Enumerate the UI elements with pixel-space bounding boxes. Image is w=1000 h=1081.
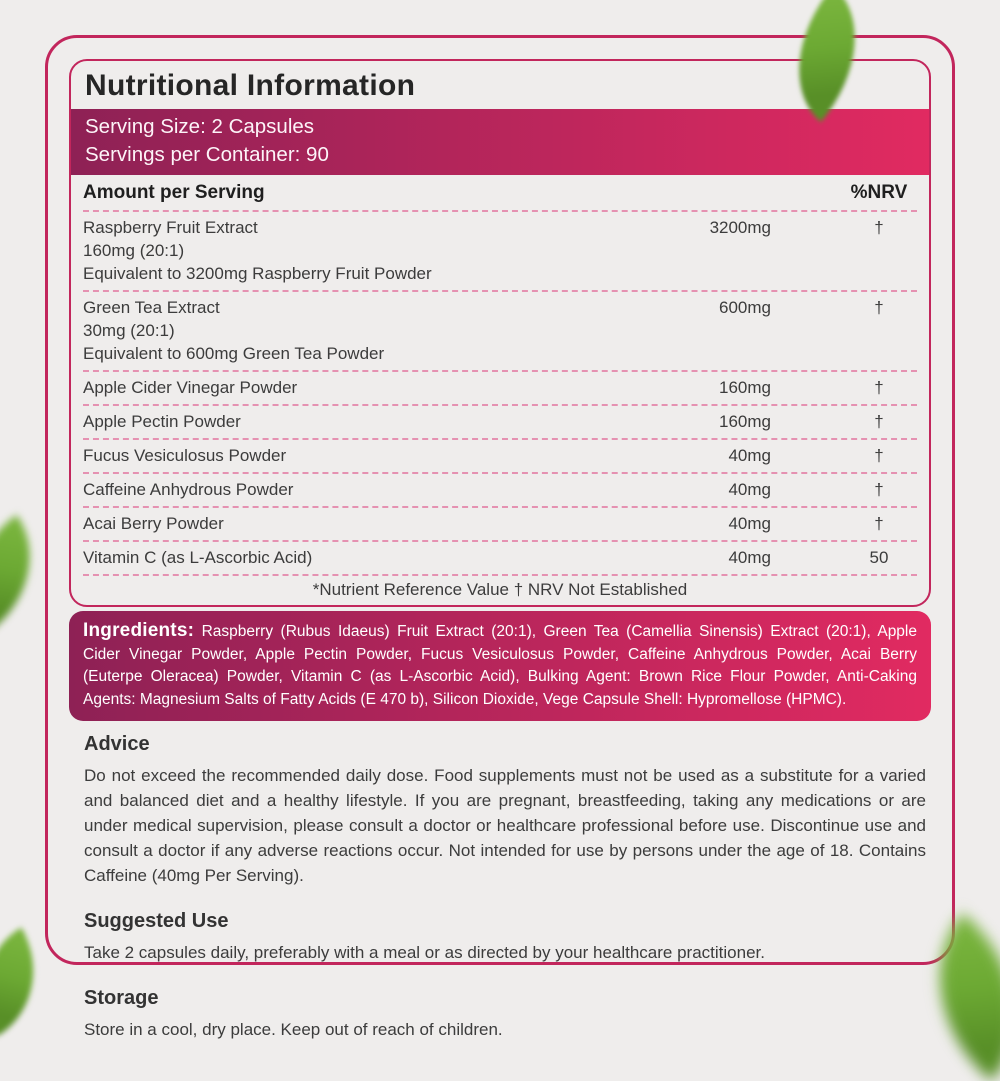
nutrient-name-cell xyxy=(83,546,661,569)
suggested-use-section xyxy=(84,910,926,965)
servings-per-container: Servings per Container: 90 xyxy=(85,143,329,166)
nutrient-name: Fucus Vesiculosus Powder xyxy=(83,446,287,465)
nutrient-nrv: † xyxy=(874,378,884,397)
advice-text: Do not exceed the recommended daily dose. Food supplements must not be used as a substitute for a varied and balanced diet and a healthy lifestyle. If you are pregnant, breastfeeding, taking any medications or are under medical supervision, please consult a doctor or healthcare professional before use. Discontinue use and consult a doctor if any adverse reactions occur. Not intended for use by persons under the age of 18. Contains Caffeine (40mg Per Serving). xyxy=(84,766,926,886)
nutrient-table xyxy=(71,175,929,605)
nutrient-amount: 160mg xyxy=(719,412,771,431)
info-sections xyxy=(48,721,952,1042)
nrv-footnote: *Nutrient Reference Value † NRV Not Established xyxy=(312,580,688,599)
table-row xyxy=(83,440,917,474)
nutrient-amount: 40mg xyxy=(728,548,771,567)
nutrient-name-cell xyxy=(83,410,661,433)
nutrient-nrv: † xyxy=(874,480,884,499)
ingredients-label: Ingredients: xyxy=(83,620,195,641)
table-row xyxy=(83,508,917,542)
nutrient-nrv: † xyxy=(874,446,884,465)
nutrient-name: Green Tea Extract xyxy=(83,298,220,317)
storage-section xyxy=(84,987,926,1042)
nutrient-nrv: † xyxy=(874,412,884,431)
nutrient-name: Vitamin C (as L-Ascorbic Acid) xyxy=(83,548,313,567)
nutrient-name-cell xyxy=(83,216,661,285)
nutrient-amount: 40mg xyxy=(728,514,771,533)
nutrient-detail-line: Equivalent to 3200mg Raspberry Fruit Powder xyxy=(83,264,432,283)
nutrient-nrv: † xyxy=(874,514,884,533)
storage-text: Store in a cool, dry place. Keep out of reach of children. xyxy=(84,1020,503,1040)
nutrient-details xyxy=(83,319,661,365)
nutrient-detail-line: 30mg (20:1) xyxy=(83,321,175,340)
table-row xyxy=(83,372,917,406)
table-row xyxy=(83,406,917,440)
nutrient-name: Apple Pectin Powder xyxy=(83,412,241,431)
nutrient-name-cell xyxy=(83,444,661,467)
nutrient-name: Caffeine Anhydrous Powder xyxy=(83,480,294,499)
page-title: Nutritional Information xyxy=(85,69,416,102)
nutrient-detail-line: Equivalent to 600mg Green Tea Powder xyxy=(83,344,385,363)
table-rows xyxy=(83,212,917,576)
advice-heading: Advice xyxy=(84,733,150,756)
suggested-use-heading: Suggested Use xyxy=(84,910,229,933)
amount-per-serving-header: Amount per Serving xyxy=(83,182,265,203)
nutrient-amount: 160mg xyxy=(719,378,771,397)
ingredients-block xyxy=(69,611,931,721)
nutrient-name: Apple Cider Vinegar Powder xyxy=(83,378,298,397)
nutrient-amount: 600mg xyxy=(719,298,771,317)
serving-size: Serving Size: 2 Capsules xyxy=(85,115,315,138)
nutrient-name-cell xyxy=(83,478,661,501)
nutrient-name: Acai Berry Powder xyxy=(83,514,224,533)
nrv-header: %NRV xyxy=(850,182,908,203)
nutrient-detail-line: 160mg (20:1) xyxy=(83,241,185,260)
nutrient-amount: 40mg xyxy=(728,480,771,499)
nutrient-nrv: 50 xyxy=(869,548,889,567)
nutrient-name-cell xyxy=(83,512,661,535)
nutrient-amount: 40mg xyxy=(728,446,771,465)
nutrition-panel xyxy=(69,59,931,607)
storage-heading: Storage xyxy=(84,987,159,1010)
suggested-use-text: Take 2 capsules daily, preferably with a meal or as directed by your healthcare practitioner. xyxy=(84,943,765,963)
label-card xyxy=(45,35,955,1040)
nutrient-nrv: † xyxy=(874,298,884,317)
table-row xyxy=(83,292,917,372)
table-row xyxy=(83,474,917,508)
nutrient-details xyxy=(83,239,661,285)
ingredients-text: Raspberry (Rubus Idaeus) Fruit Extract (20:1), Green Tea (Camellia Sinensis) Extract (20:1), Apple Cider Vinegar Powder, Apple Pectin Powder, Fucus Vesiculosus Powder, Caffeine Anhydrous Powder, Acai Berry (Euterpe Oleracea) Powder, Vitamin C (as L-Ascorbic Acid), Bulking Agent: Brown Rice Flour Powder, Anti-Caking Agents: Magnesium Salts of Fatty Acids (E 470 b), Silicon Dioxide, Vege Capsule Shell: Hypromellose (HPMC). xyxy=(83,623,917,708)
advice-section xyxy=(84,733,926,888)
nutrient-name-cell xyxy=(83,296,661,365)
serving-info-bar xyxy=(71,109,929,175)
nutrient-name: Raspberry Fruit Extract xyxy=(83,218,258,237)
nutrient-amount: 3200mg xyxy=(709,218,771,237)
table-header xyxy=(83,175,917,212)
table-row xyxy=(83,542,917,576)
nutrient-nrv: † xyxy=(874,218,884,237)
table-row xyxy=(83,212,917,292)
nutrient-name-cell xyxy=(83,376,661,399)
